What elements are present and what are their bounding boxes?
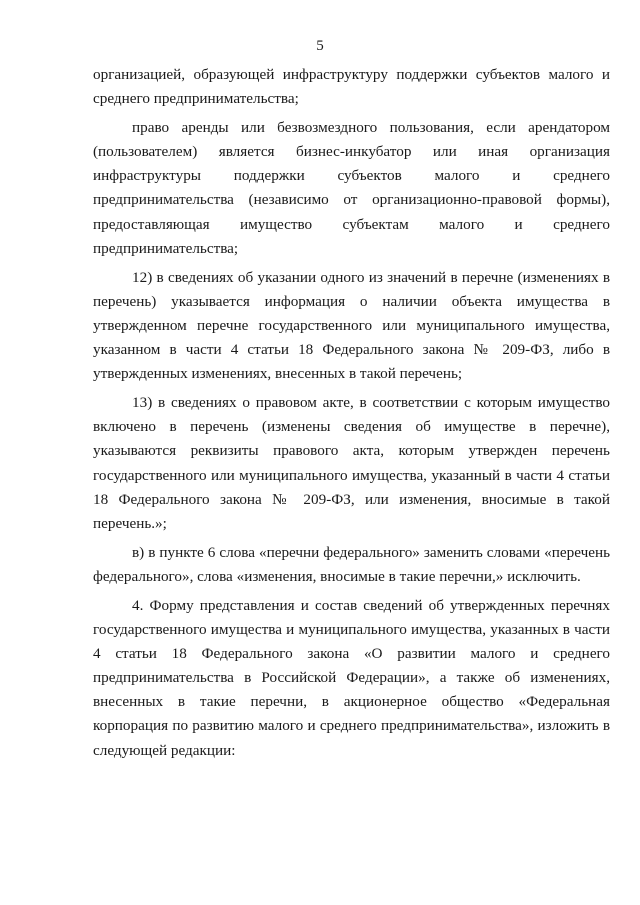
paragraph-continuation: организацией, образующей инфраструктуру поддержки субъектов малого и среднего предпринимательства; (93, 66, 610, 108)
paragraph-subitem-v: в) в пункте 6 слова «перечни федерального» заменить словами «перечень федерального», слова «изменения, вносимые в такие перечни,» исключить. (93, 543, 610, 585)
paragraph-item-12: 12) в сведениях об указании одного из значений в перечне (изменениях в перечень) указывается информация о наличии объекта имущества в утвержденном перечне государственного или муниципального имущества, указанном в части 4 статьи 18 Федерального закона № 209-ФЗ, либо в утвержденных изменениях, внесенных в такой перечень; (93, 268, 610, 383)
document-body (93, 63, 610, 768)
paragraph-item-13: 13) в сведениях о правовом акте, в соответствии с которым имущество включено в перечень (изменены сведения об имуществе в перечне), указываются реквизиты правового акта, которым утвержден перечень государственного или муниципального имущества, указанный в части 4 статьи 18 Федерального закона № 209-ФЗ, или изменения, вносимые в такой перечень.»; (93, 394, 610, 532)
page-number: 5 (316, 38, 324, 54)
paragraph-lease-right: право аренды или безвозмездного пользования, если арендатором (пользователем) является бизнес-инкубатор или иная организация инфраструктуры поддержки субъектов малого и среднего предпринимательства (независимо от организационно-правовой формы), предоставляющая имущество субъектам малого и среднего предпринимательства; (93, 119, 610, 257)
paragraph-item-4: 4. Форму представления и состав сведений об утвержденных перечнях государственного имущества и муниципального имущества, указанных в части 4 статьи 18 Федерального закона «О развитии малого и среднего предпринимательства в Российской Федерации», а также об изменениях, внесенных в такие перечни, в акционерное общество «Федеральная корпорация по развитию малого и среднего предпринимательства», изложить в следующей редакции: (93, 596, 610, 759)
